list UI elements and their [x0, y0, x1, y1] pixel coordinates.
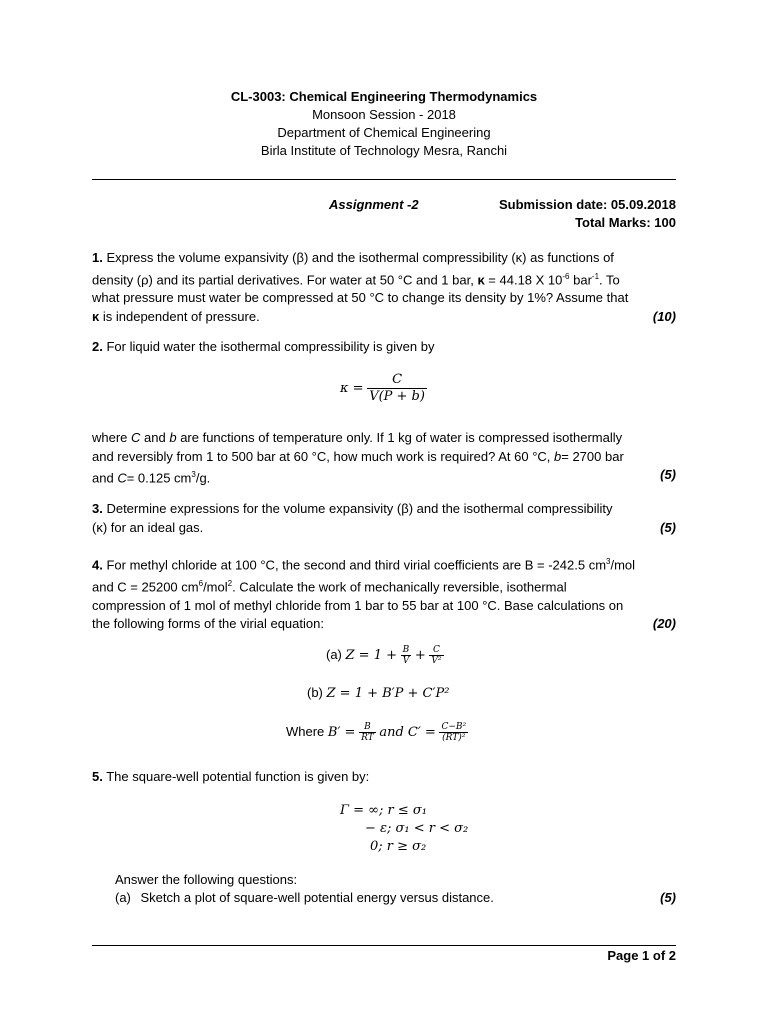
session: Monsoon Session - 2018 — [312, 107, 456, 122]
q5-number: 5. — [92, 769, 103, 784]
q5-answer-intro: Answer the following questions: — [115, 872, 298, 887]
footer-divider — [92, 945, 676, 946]
total-marks: Total Marks: 100 — [575, 215, 676, 230]
question-4: 4. For methyl chloride at 100 °C, the second and third virial coefficients are B = -242.5 $cm^3$/mol and C = 25200 $cm^6/mol^2$. Calculate the work of mechanically reversible, isothermal compression of 1 mol of methyl chloride from 1 bar to 55 bar at 100 °C. Base calculations on the following forms of the virial equation: (20) — [92, 553, 676, 634]
q3-number: 3. — [92, 501, 103, 516]
q5-marks: (5) — [660, 890, 676, 905]
course-title: CL-3003: Chemical Engineering Thermodynamics — [230, 89, 538, 104]
header-divider — [92, 179, 676, 180]
department: Department of Chemical Engineering — [277, 125, 491, 140]
q4-marks: (20) — [652, 616, 676, 632]
q5-part-a: (a) Sketch a plot of square-well potential energy versus distance. (5) — [115, 890, 676, 905]
q4-equation-a: (a) Z = 1 + $\frac{B}{V}$ + $\frac{C}{\text{V²}}$ — [326, 645, 442, 666]
q4-equation-b: (b) Z = 1 + B′P + C′P² — [307, 685, 450, 701]
question-5-intro: 5. The square-well potential function is given by: — [92, 769, 370, 784]
q2-equation: κ = $\frac{C}{V(P + b)}$ — [340, 372, 425, 404]
question-2: where C and b are functions of temperature only. If 1 kg of water is compressed isothermally and reversibly from 1 to 500 bar at 60 °C, how much work is required? At 60 °C, b= 2700 bar and C= 0.125 $cm^3/g$. (5) — [92, 430, 676, 486]
question-1: 1. Express the volume expansivity (β) and the isothermal compressibility (κ) as functions of density (ρ) and its partial derivatives. For water at 50 °C and 1 bar, κ = 44.18 X $10^{-6}$ bar$^{-1}$. To what pressure must water be compressed at 50 °C to change its density by 1%? Assume that κ is independent of pressure. (10) — [92, 249, 676, 326]
q4-number: 4. — [92, 557, 103, 573]
submission-date: Submission date: 05.09.2018 — [498, 197, 676, 212]
institute: Birla Institute of Technology Mesra, Ranchi — [260, 143, 508, 158]
q1-number: 1. — [92, 250, 103, 265]
question-2-intro: 2. For liquid water the isothermal compressibility is given by — [92, 339, 435, 354]
q4-where: Where B′ = $\frac{B}{RT}$ and C′ = $\frac{\text{C−B²}}{\text{(RT)²}}$ — [286, 722, 467, 743]
q5-equation: Γ = ∞; r ≤ σ₁ − ε; σ₁ < r < σ₂ 0; r ≥ σ₂ — [340, 803, 469, 854]
q2-number: 2. — [92, 339, 103, 354]
q1-marks: (10) — [652, 308, 676, 324]
question-3: 3. Determine expressions for the volume expansivity (β) and the isothermal compressibility (κ) for an ideal gas. (5) — [92, 500, 676, 537]
page-number: Page 1 of 2 — [607, 948, 676, 963]
q3-marks: (5) — [660, 519, 676, 535]
assignment-title: Assignment -2 — [329, 197, 419, 212]
q2-marks: (5) — [660, 467, 676, 482]
